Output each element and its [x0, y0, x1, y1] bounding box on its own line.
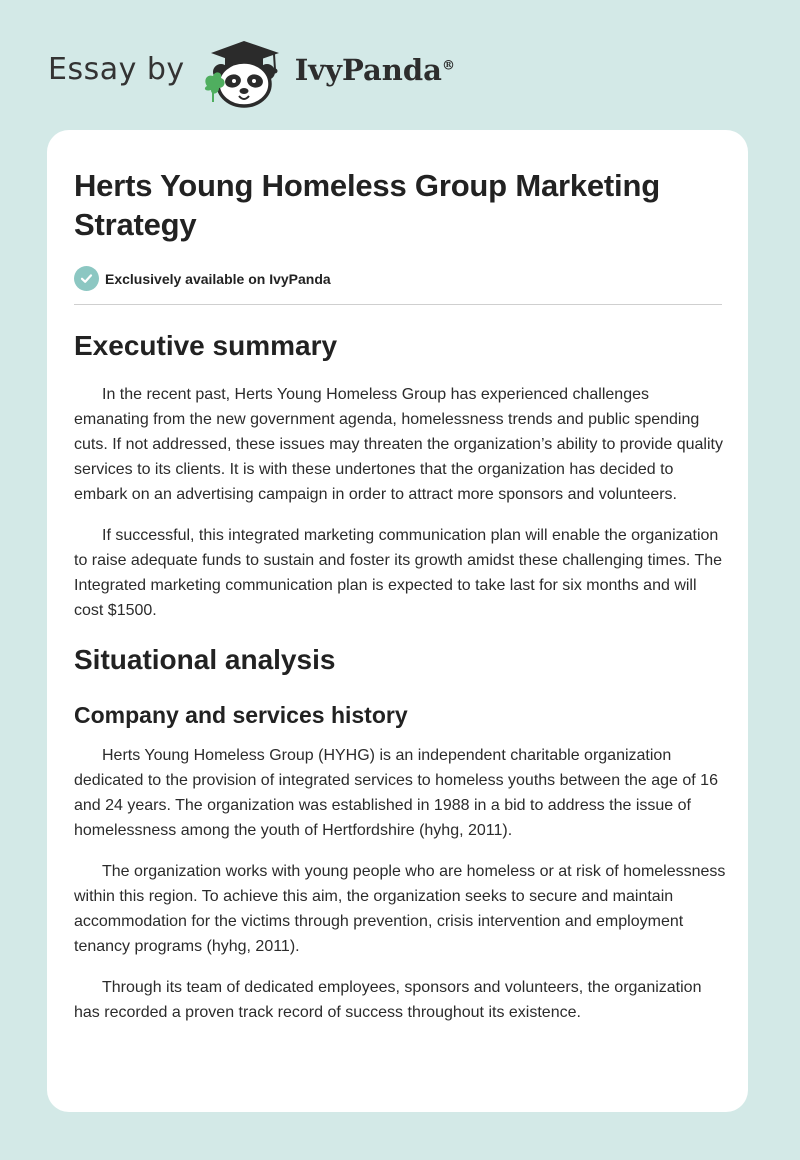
section-executive-summary — [74, 329, 722, 623]
paragraph: If successful, this integrated marketing communication plan will enable the organization to raise adequate funds to sustain and foster its growth amidst these challenging times. The Integrated marketing communication plan is expected to take last for six months and will cost $1500. — [74, 527, 723, 619]
page-title: Herts Young Homeless Group Marketing Strategy — [74, 168, 660, 242]
section-situational-analysis — [74, 643, 726, 1025]
section-heading: Executive summary — [74, 330, 338, 361]
panda-graduate-icon[interactable] — [199, 36, 289, 108]
paragraph: The organization works with young people who are homeless or at risk of homelessness within this region. To achieve this aim, the organization seeks to secure and maintain accommodation for the victims through prevention, crisis intervention and employment tenancy programs (hyhg, 2011). — [74, 863, 726, 955]
article-card — [47, 130, 748, 1112]
title-divider — [74, 304, 722, 305]
paragraph: In the recent past, Herts Young Homeless Group has experienced challenges emanating from the new government agenda, homelessness trends and public spending cuts. If not addressed, these issues may threaten the organization’s ability to provide quality services to its clients. It is with these undertones that the organization has decided to embark on an advertising campaign in order to attract more sponsors and volunteers. — [74, 386, 723, 503]
brand-prefix: Essay by — [48, 51, 185, 87]
subsection-heading: Company and services history — [74, 702, 408, 728]
paragraph: Through its team of dedicated employees, sponsors and volunteers, the organization has recorded a proven track record of success throughout its existence. — [74, 979, 702, 1021]
exclusive-label: Exclusively available on IvyPanda — [105, 270, 331, 287]
brand-header — [48, 36, 455, 108]
section-heading: Situational analysis — [74, 644, 336, 675]
brand-name[interactable]: IvyPanda® — [294, 53, 455, 87]
check-circle-icon — [74, 266, 99, 291]
paragraph: Herts Young Homeless Group (HYHG) is an independent charitable organization dedicated to the provision of integrated services to homeless youths between the age of 16 and 24 years. The organization was established in 1988 in a bid to address the issue of homelessness among the youth of Hertfordshire (hyhg, 2011). — [74, 747, 718, 839]
exclusive-badge — [74, 266, 722, 291]
